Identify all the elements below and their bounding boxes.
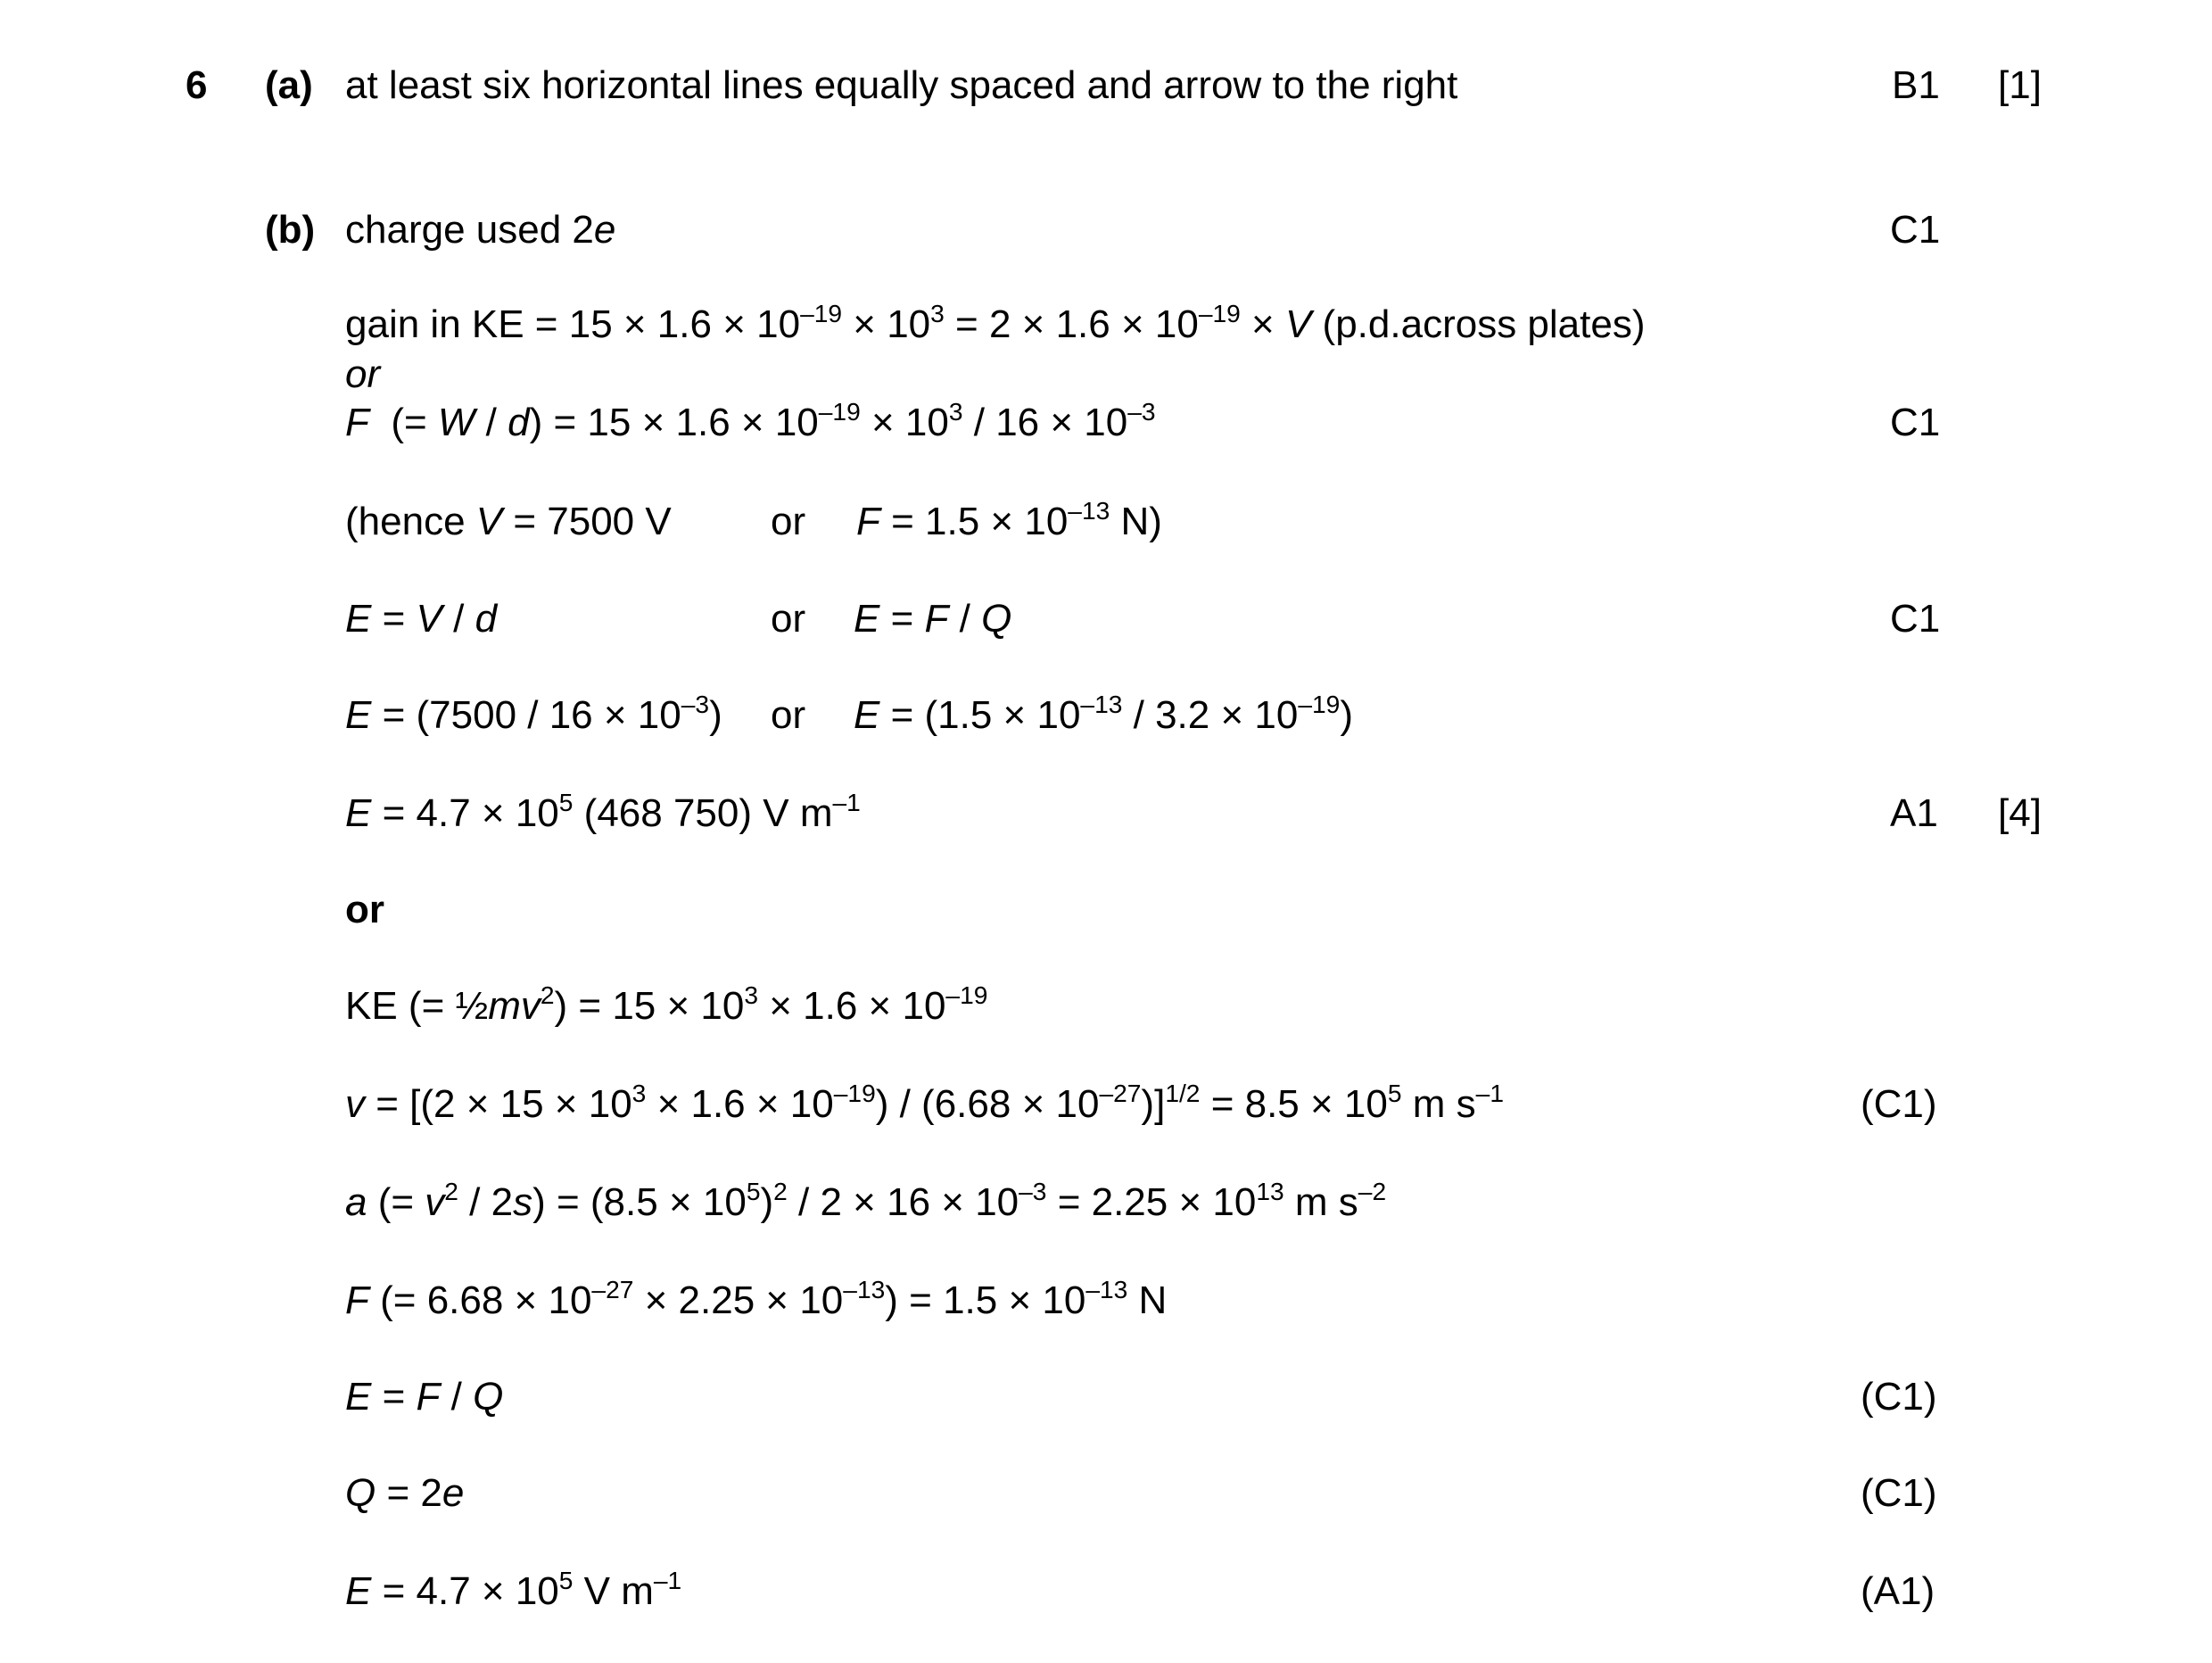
alt-accel-line: a (= $v^2 / 2s) = (8.5 \times 10^5)^2 / 2 \times 16 \times 10^{-3} = 2.25 \times 10^{13}$ m $s^{-2}$ (345, 1177, 1387, 1224)
question-number: 6 (186, 63, 208, 107)
alt-ke-line: KE (= $\frac{1}{2}mv^2) = 15 \times 10^3 \times 1.6 \times 10^{-19}$ (345, 980, 988, 1028)
part-b-total: [4] (1998, 791, 2042, 835)
alt-velocity-mark: (C1) (1861, 1082, 1937, 1126)
hence-line-right: $F = 1.5 \times 10^{-13}$ N) (856, 496, 1162, 543)
gain-ke-line: gain in KE = $15 \times 1.6 \times 10^{-19} \times 10^3 = 2 \times 1.6 \times 10^{-19} \times V$ (p.d.across plates) (345, 299, 1646, 346)
alt-q-mark: (C1) (1861, 1471, 1937, 1515)
alt-e-final-line: $E = 4.7 \times 10^5$ V $m^{-1}$ (345, 1566, 682, 1613)
force-line: F (= $W / d) = 15 \times 1.6 \times 10^{-19} \times 10^3 / 16 \times 10^{-3}$ (345, 397, 1156, 444)
hence-or: or (771, 500, 806, 543)
e-calc-or: or (771, 693, 806, 737)
e-calc-right: $E = (1.5 \times 10^{-13} / 3.2 \times 10^{-19})$ (854, 690, 1353, 737)
e-def-or: or (771, 597, 806, 641)
alt-q-line: Q = 2e (345, 1471, 465, 1515)
charge-used-mark: C1 (1890, 208, 1941, 252)
e-def-left: E = V / d (345, 597, 498, 641)
e-result-mark: A1 (1890, 791, 1938, 835)
force-line-mark: C1 (1890, 401, 1941, 444)
part-b-label: (b) (265, 208, 316, 252)
part-a-mark: B1 (1892, 63, 1940, 107)
e-calc-left: $E = (7500 / 16 \times 10^{-3})$ (345, 690, 722, 737)
alt-e-final-mark: (A1) (1861, 1569, 1936, 1613)
charge-used-line: charge used 2e (345, 208, 616, 252)
e-result-line: $E = 4.7 \times 10^5$ (468 750) V $m^{-1}$ (345, 788, 861, 835)
alt-e-fq-line: E = F / Q (345, 1375, 504, 1419)
or-connector: or (345, 352, 381, 396)
part-a-text: at least six horizontal lines equally spaced and arrow to the right (345, 63, 1458, 107)
alt-force-line: F (= $6.68 \times 10^{-27} \times 2.25 \times 10^{-13}) = 1.5 \times 10^{-13}$ N (345, 1275, 1168, 1322)
alt-velocity-line: $v = [(2 \times 15 \times 10^3 \times 1.6 \times 10^{-19}) / (6.68 \times 10^{-27})]^{1/2} = 8.5 \times 10^5$ m $s^{-1}$ (345, 1079, 1504, 1126)
hence-line-left: (hence V = 7500 V (345, 500, 672, 543)
part-a-label: (a) (265, 63, 313, 107)
alternative-or-heading: or (345, 888, 384, 931)
e-def-right: E = F / Q (854, 597, 1012, 641)
e-def-mark: C1 (1890, 597, 1941, 641)
alt-e-fq-mark: (C1) (1861, 1375, 1937, 1419)
part-a-total: [1] (1998, 63, 2042, 107)
